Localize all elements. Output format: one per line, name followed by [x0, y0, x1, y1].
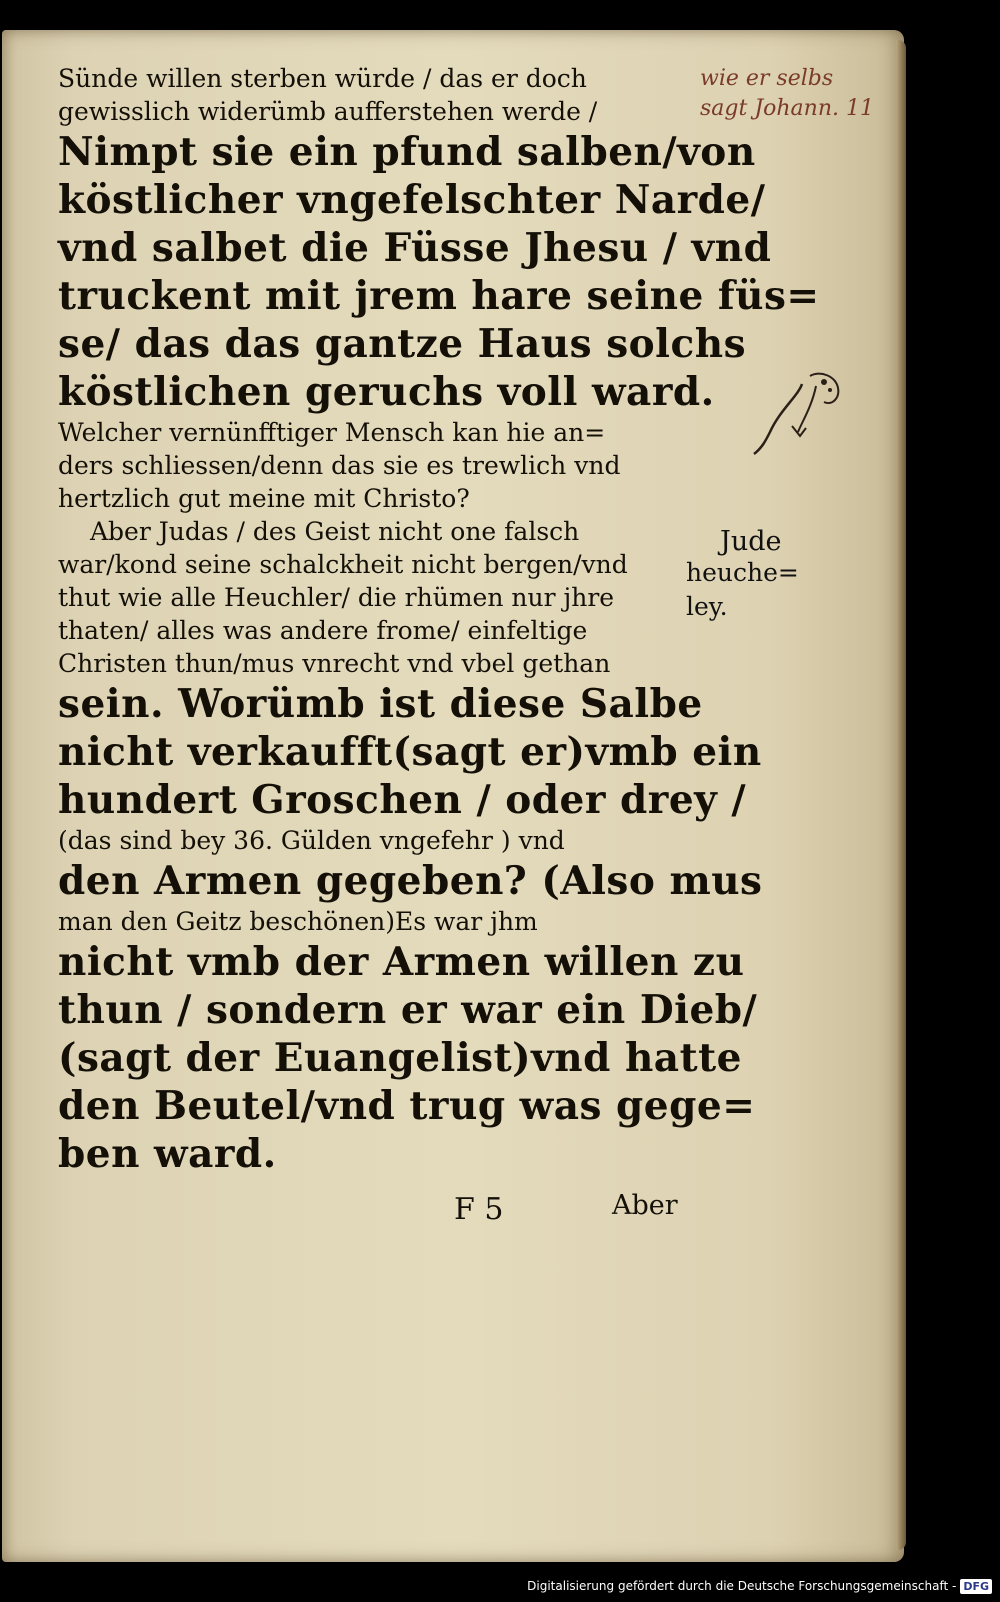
text-line: gewisslich widerümb aufferstehen werde /: [58, 97, 598, 126]
text-line: (das sind bey 36. Gülden vngefehr ) vnd: [58, 826, 565, 855]
signature-mark: F 5: [454, 1192, 504, 1227]
dfg-logo: DFG: [960, 1579, 992, 1594]
text-line: (sagt der Euangelist)vnd hatte: [58, 1035, 742, 1081]
text-line: Sünde willen sterben würde / das er doch: [58, 64, 587, 93]
margin-note-ley: ley.: [686, 592, 728, 621]
text-line: sein. Worümb ist diese Salbe: [58, 681, 703, 727]
text-line: war/kond seine schalckheit nicht bergen/vnd: [58, 550, 628, 579]
text-line: thut wie alle Heuchler/ die rhümen nur jhre: [58, 583, 615, 612]
text-line: köstlichen geruchs voll ward.: [58, 369, 715, 415]
margin-note-heuche: heuche=: [686, 558, 799, 587]
text-line: Welcher vernünfftiger Mensch kan hie an=: [58, 418, 606, 447]
text-line: hertzlich gut meine mit Christo?: [58, 484, 470, 513]
text-line: den Beutel/vnd trug was gege=: [58, 1083, 756, 1129]
text-line: nicht verkaufft(sagt er)vmb ein: [58, 729, 762, 775]
text-line: thun / sondern er war ein Dieb/: [58, 987, 758, 1033]
text-line: se/ das das gantze Haus solchs: [58, 321, 747, 367]
text-line: den Armen gegeben? (Also mus: [58, 858, 763, 904]
text-line: köstlicher vngefelschter Narde/: [58, 177, 766, 223]
text-line: thaten/ alles was andere frome/ einfeltige: [58, 616, 588, 645]
page-edge: [896, 40, 906, 1550]
handwritten-line-1: wie er selbs: [700, 66, 834, 91]
dfg-credit-bar: [527, 1574, 992, 1598]
text-line: man den Geitz beschönen)Es war jhm: [58, 907, 538, 936]
text-line: vnd salbet die Füsse Jhesu / vnd: [58, 225, 772, 271]
margin-note-jude: Jude: [720, 526, 782, 557]
text-line: nicht vmb der Armen willen zu: [58, 939, 745, 985]
text-line: Aber Judas / des Geist nicht one falsch: [90, 517, 580, 546]
text-line: Christen thun/mus vnrecht vnd vbel gethan: [58, 649, 611, 678]
handwritten-annotation: [700, 64, 874, 124]
catchword: Aber: [612, 1190, 678, 1221]
text-line: Nimpt sie ein pfund salben/von: [58, 129, 756, 175]
ink-doodle-icon: [740, 366, 850, 466]
text-line: ben ward.: [58, 1131, 277, 1177]
text-line: truckent mit jrem hare seine füs=: [58, 273, 820, 319]
text-line: hundert Groschen / oder drey /: [58, 777, 747, 823]
text-line: ders schliessen/denn das sie es trewlich vnd: [58, 451, 621, 480]
handwritten-line-2: sagt Johann. 11: [700, 96, 874, 121]
credit-text: Digitalisierung gefördert durch die Deutsche Forschungsgemeinschaft -: [527, 1579, 957, 1593]
